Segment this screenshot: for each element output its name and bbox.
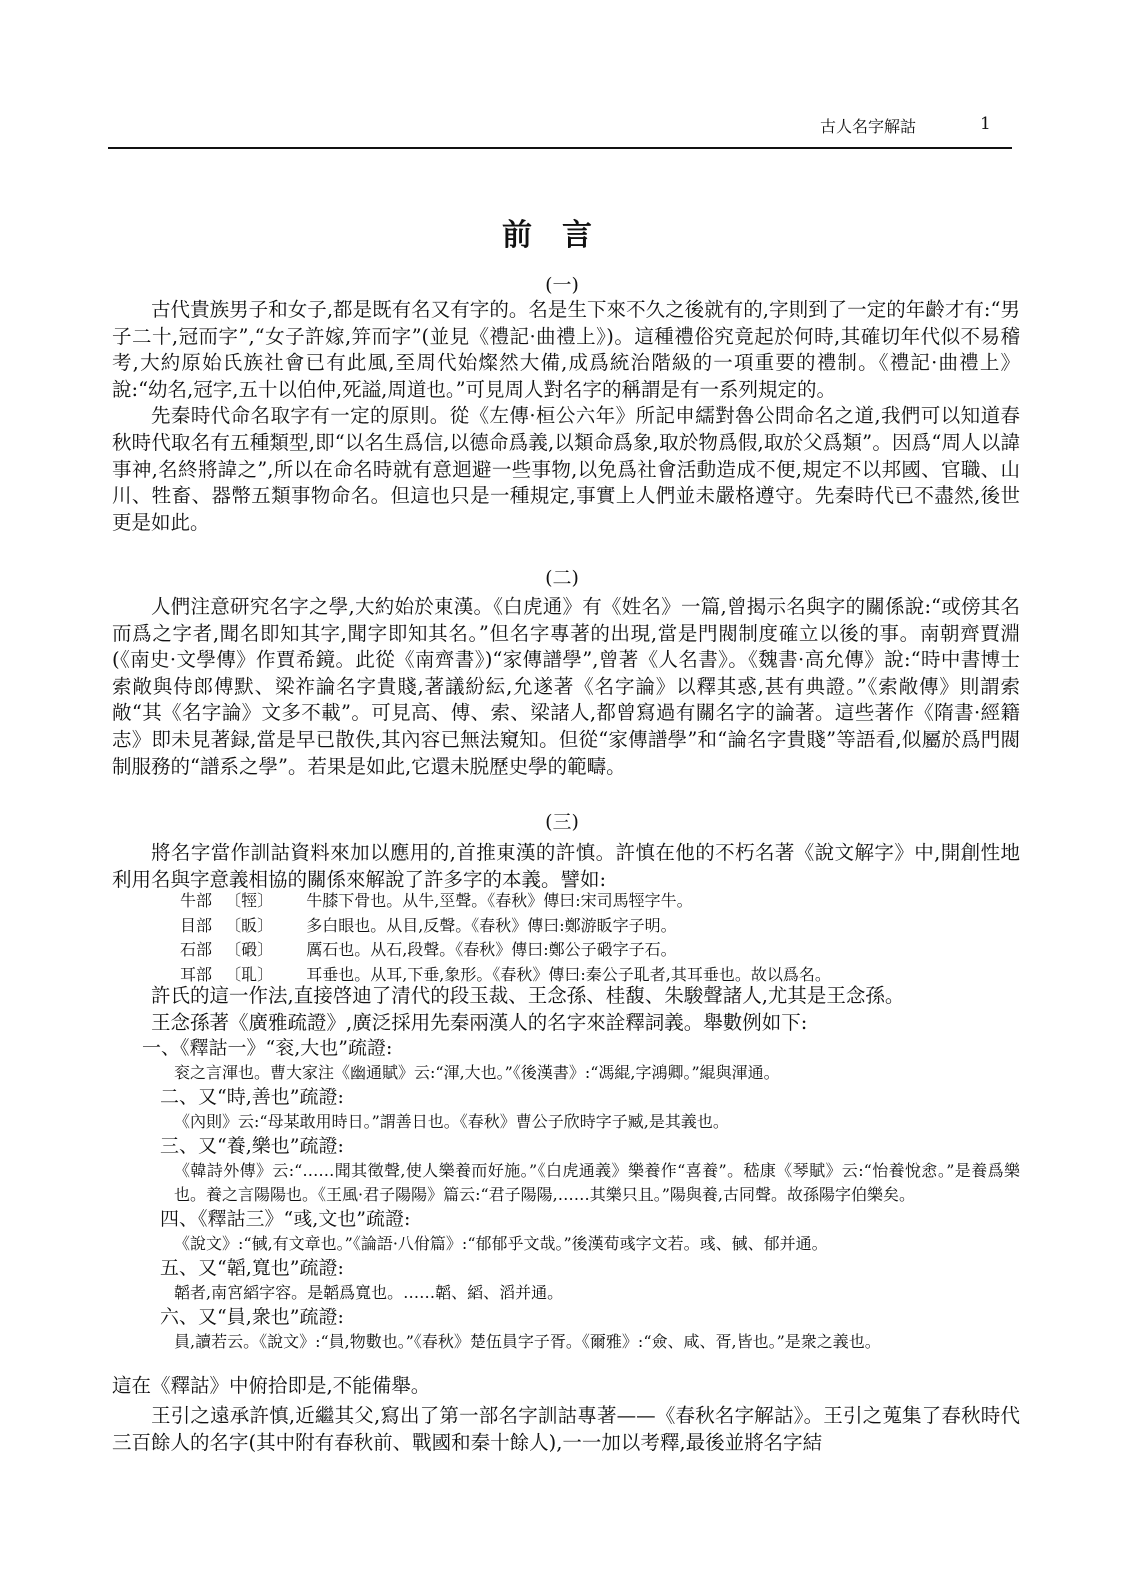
- paragraph: 人們注意研究名字之學,大約始於東漢。《白虎通》有《姓名》一篇,曾揭示名與字的關係說:“或傍其名而爲之字者,聞名即知其字,聞字即知其名。”但名字專著的出現,當是門閥制度確立以後的事。南朝齊賈淵(《南史·文學傳》作賈希鏡。此從《南齊書》)“家傳譜學”,曾著《人名書》。《魏書·高允傳》說:“時中書博士索敞與侍郎傅默、梁祚論名字貴賤,著議紛紜,允遂著《名字論》以釋其惑,甚有典證。”《索敞傳》則謂索敞“其《名字論》文多不載”。可見高、傅、索、梁諸人,都曾寫過有關名字的論著。這些著作《隋書·經籍志》即未見著録,當是早已散佚,其內容已無法窺知。但從“家傳譜學”和“論名字貴賤”等語看,似屬於爲門閥制服務的“譜系之學”。若果是如此,它還未脱歷史學的範疇。: [112, 595, 1020, 778]
- radical: 耳部: [180, 964, 213, 984]
- example-heading: 六、又“員,衆也”疏證:: [160, 1306, 344, 1328]
- example-note: 《說文》:“戫,有文章也。”《論語·八佾篇》:“郁郁乎文哉。”後漢荀彧字文若。彧、戫、郁并通。: [174, 1234, 828, 1253]
- headword: 〔碫〕: [225, 940, 274, 959]
- section-3-closing: [112, 1373, 1020, 1398]
- section-3-last-paragraph: [112, 1403, 1020, 1456]
- example-heading: 四、《釋詁三》“彧,文也”疏證:: [160, 1208, 411, 1230]
- section-3-continued: [112, 983, 1020, 1036]
- example-note: 衮之言渾也。曹大家注《幽通賦》云:“渾,大也。”《後漢書》:“馮緄,字鴻卿。”緄與渾通。: [174, 1063, 780, 1082]
- paragraph: 這在《釋詁》中俯拾即是,不能備舉。: [112, 1374, 431, 1397]
- definition: 多白眼也。从目,反聲。《春秋》傳曰:鄭游眅字子明。: [306, 915, 677, 935]
- paragraph: 先秦時代命名取字有一定的原則。從《左傳·桓公六年》所記申繻對魯公問命名之道,我們可以知道春秋時代取名有五種類型,即“以名生爲信,以德命爲義,以類命爲象,取於物爲假,取於父爲類”。因爲“周人以諱事神,名終將諱之”,所以在命名時就有意迴避一些事物,以免爲社會活動造成不便,規定不以邦國、官職、山川、牲畜、器幣五類事物命名。但這也只是一種規定,事實上人們並未嚴格遵守。先秦時代已不盡然,後世更是如此。: [112, 404, 1020, 534]
- dictionary-entry: [180, 914, 1000, 939]
- section-3-intro: [112, 840, 1020, 893]
- shuowen-examples: [180, 889, 1000, 987]
- running-header-title: 古人名字解詁: [820, 117, 917, 136]
- example-item: [112, 1036, 1020, 1085]
- dictionary-entry: [180, 938, 1000, 963]
- paragraph: 將名字當作訓詁資料來加以應用的,首推東漢的許慎。許慎在他的不朽名著《說文解字》中,開創性地利用名與字意義相協的關係來解說了許多字的本義。譬如:: [112, 841, 1020, 891]
- example-heading: 二、又“時,善也”疏證:: [160, 1086, 344, 1108]
- headword: 〔耴〕: [225, 964, 274, 984]
- example-item: [112, 1134, 1020, 1207]
- example-note: 韜者,南宮縚字容。是韜爲寬也。……韜、縚、滔并通。: [174, 1283, 564, 1302]
- guangya-examples: [112, 1036, 1020, 1354]
- radical: 石部: [180, 940, 213, 959]
- headword: 〔牼〕: [225, 891, 274, 910]
- example-item: [112, 1305, 1020, 1354]
- section-1-body: [112, 297, 1020, 536]
- radical: 目部: [180, 915, 213, 935]
- example-item: [112, 1085, 1020, 1134]
- page-number: 1: [980, 114, 991, 134]
- paragraph: 王念孫著《廣雅疏證》,廣泛採用先秦兩漢人的名字來詮釋詞義。舉數例如下:: [151, 1010, 808, 1034]
- example-heading: 一、《釋詁一》“衮,大也”疏證:: [142, 1037, 393, 1059]
- definition: 耳垂也。从耳,下垂,象形。《春秋》傳曰:秦公子耴者,其耳垂也。故以爲名。: [306, 964, 831, 984]
- section-heading-3: (三): [545, 811, 579, 833]
- paragraph: 許氏的這一作法,直接啓迪了清代的段玉裁、王念孫、桂馥、朱駿聲諸人,尤其是王念孫。: [151, 984, 905, 1007]
- example-note: 《韓詩外傳》云:“……聞其徵聲,使人樂養而好施。”《白虎通義》樂養作“喜養”。嵇康《琴賦》云:“怡養悅悆。”是養爲樂也。養之言陽陽也。《王風·君子陽陽》篇云:“君子陽陽,……其樂只且。”陽與養,古同聲。故孫陽字伯樂矣。: [174, 1161, 1020, 1204]
- section-heading-1: (一): [545, 274, 579, 296]
- example-item: [112, 1256, 1020, 1305]
- section-heading-2: (二): [545, 567, 579, 589]
- radical: 牛部: [180, 891, 213, 910]
- paragraph: 王引之遠承許慎,近繼其父,寫出了第一部名字訓詁專著——《春秋名字解詁》。王引之蒐集了春秋時代三百餘人的名字(其中附有春秋前、戰國和秦十餘人),一一加以考釋,最後並將名字結: [112, 1404, 1020, 1454]
- example-heading: 五、又“韜,寬也”疏證:: [160, 1257, 344, 1279]
- headword: 〔眅〕: [225, 915, 274, 935]
- definition: 厲石也。从石,段聲。《春秋》傳曰:鄭公子碫字子石。: [306, 940, 677, 959]
- paragraph: 古代貴族男子和女子,都是既有名又有字的。名是生下來不久之後就有的,字則到了一定的年齡才有:“男子二十,冠而字”,“女子許嫁,笄而字”(並見《禮記·曲禮上》)。這種禮俗究竟起於何時,其確切年代似不易稽考,大約原始氏族社會已有此風,至周代始燦然大備,成爲統治階級的一項重要的禮制。《禮記·曲禮上》說:“幼名,冠字,五十以伯仲,死謚,周道也。”可見周人對名字的稱謂是有一系列規定的。: [112, 298, 1020, 401]
- example-item: [112, 1207, 1020, 1256]
- dictionary-entry: [180, 889, 1000, 914]
- section-2-body: [112, 594, 1020, 780]
- page-title: 前言: [502, 218, 622, 253]
- header-rule: [108, 147, 1012, 149]
- example-note: 《內則》云:“母某敢用時日。”謂善日也。《春秋》曹公子欣時字子臧,是其義也。: [174, 1112, 729, 1131]
- example-heading: 三、又“養,樂也”疏證:: [160, 1135, 344, 1157]
- definition: 牛膝下骨也。从牛,巠聲。《春秋》傳曰:宋司馬牼字牛。: [306, 891, 693, 910]
- example-note: 員,讀若云。《說文》:“員,物數也。”《春秋》楚伍員字子胥。《爾雅》:“僉、咸、胥,皆也。”是衆之義也。: [174, 1332, 881, 1351]
